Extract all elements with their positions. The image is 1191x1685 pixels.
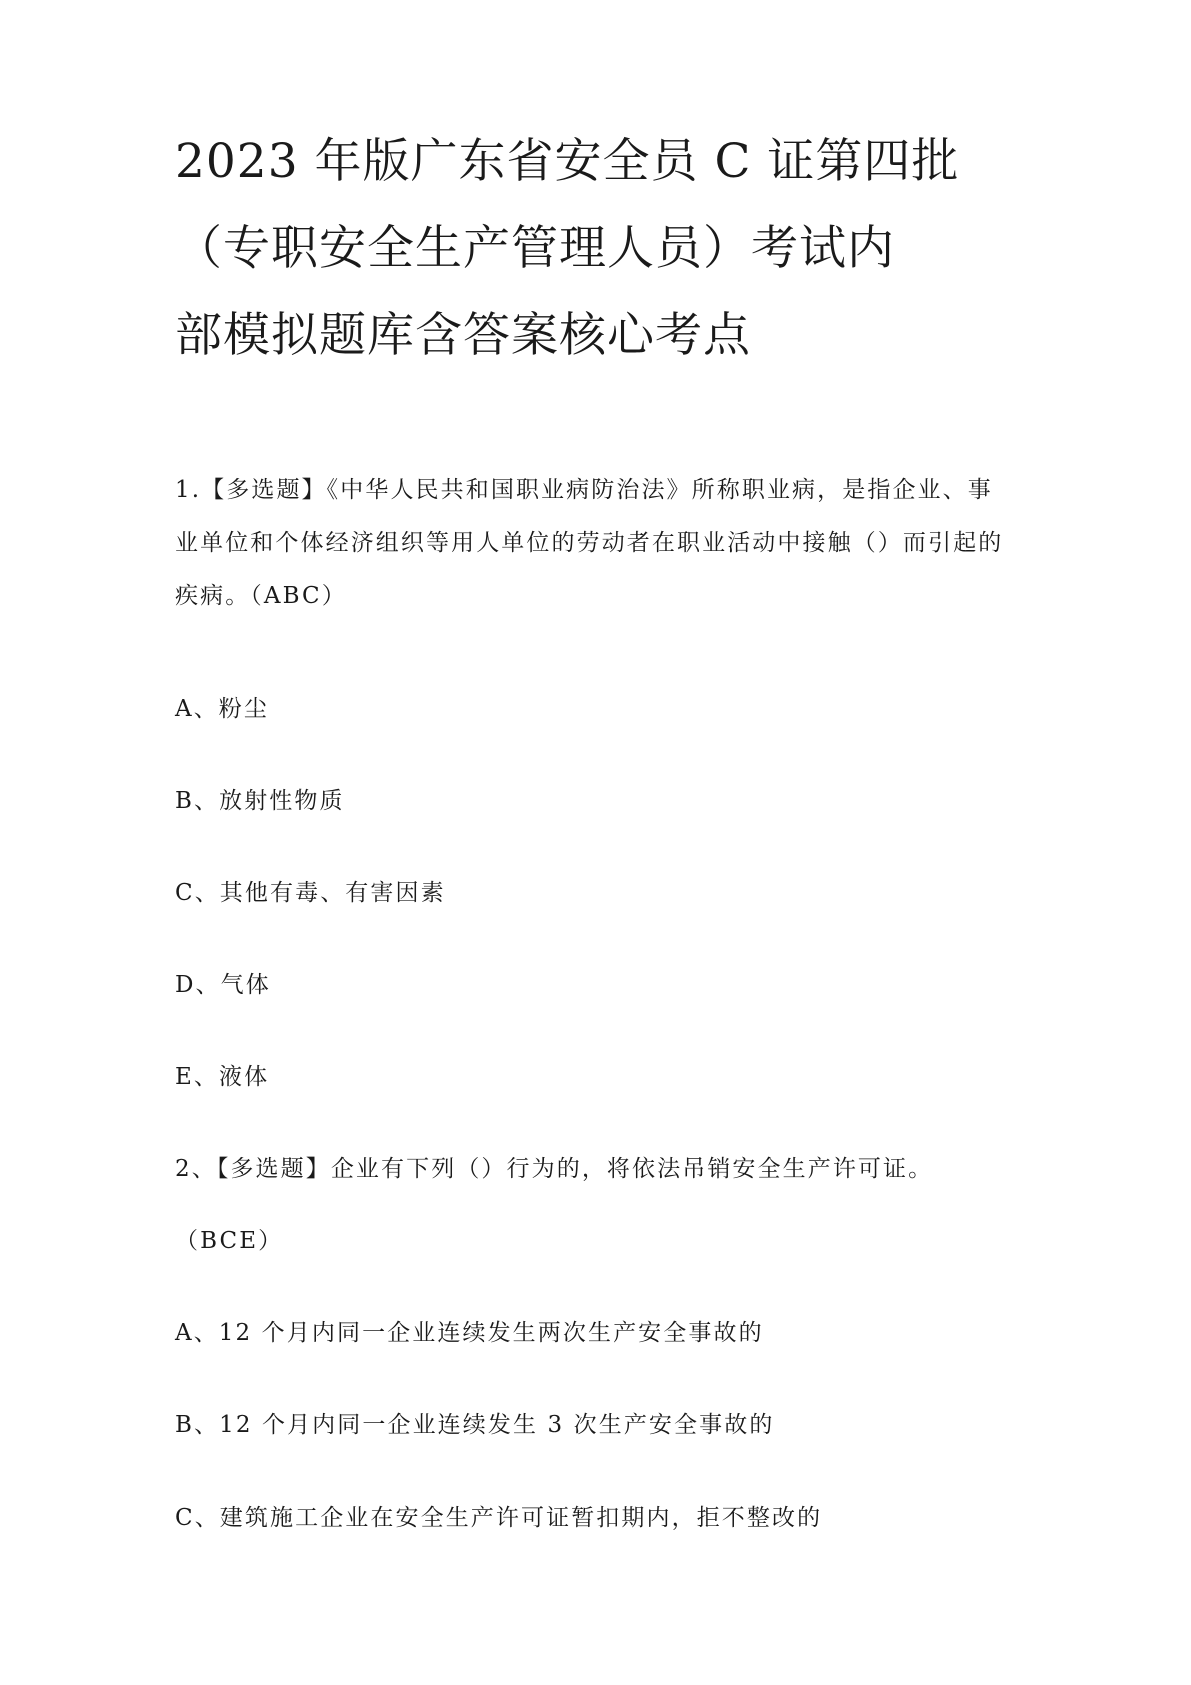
- question-1-option-e: E、液体: [175, 1064, 270, 1090]
- question-2-option-b: B、12 个月内同一企业连续发生 3 次生产安全事故的: [175, 1412, 775, 1438]
- question-1-stem-line-2: 业单位和个体经济组织等用人单位的劳动者在职业活动中接触（）而引起的: [175, 530, 1004, 556]
- question-2-option-a: A、12 个月内同一企业连续发生两次生产安全事故的: [175, 1320, 764, 1346]
- question-1-option-b: B、放射性物质: [175, 788, 345, 814]
- question-1-stem-line-1: 1.【多选题】《中华人民共和国职业病防治法》所称职业病，是指企业、事: [175, 477, 993, 503]
- title-line-3: 部模拟题库含答案核心考点: [175, 308, 751, 363]
- question-1-stem-line-3: 疾病。（ABC）: [175, 583, 347, 609]
- question-2-option-c: C、建筑施工企业在安全生产许可证暂扣期内，拒不整改的: [175, 1505, 823, 1531]
- document-title: [175, 118, 1035, 379]
- question-1-option-a: A、粉尘: [175, 696, 270, 722]
- question-1-option-c: C、其他有毒、有害因素: [175, 880, 446, 906]
- title-line-2: （专职安全生产管理人员）考试内: [175, 221, 895, 276]
- title-line-1: 2023 年版广东省安全员 C 证第四批: [175, 134, 960, 189]
- question-1-option-d: D、气体: [175, 972, 271, 998]
- question-2-stem-line-1: 2、【多选题】企业有下列（）行为的，将依法吊销安全生产许可证。: [175, 1156, 934, 1182]
- question-2-stem-line-2: （BCE）: [175, 1228, 284, 1254]
